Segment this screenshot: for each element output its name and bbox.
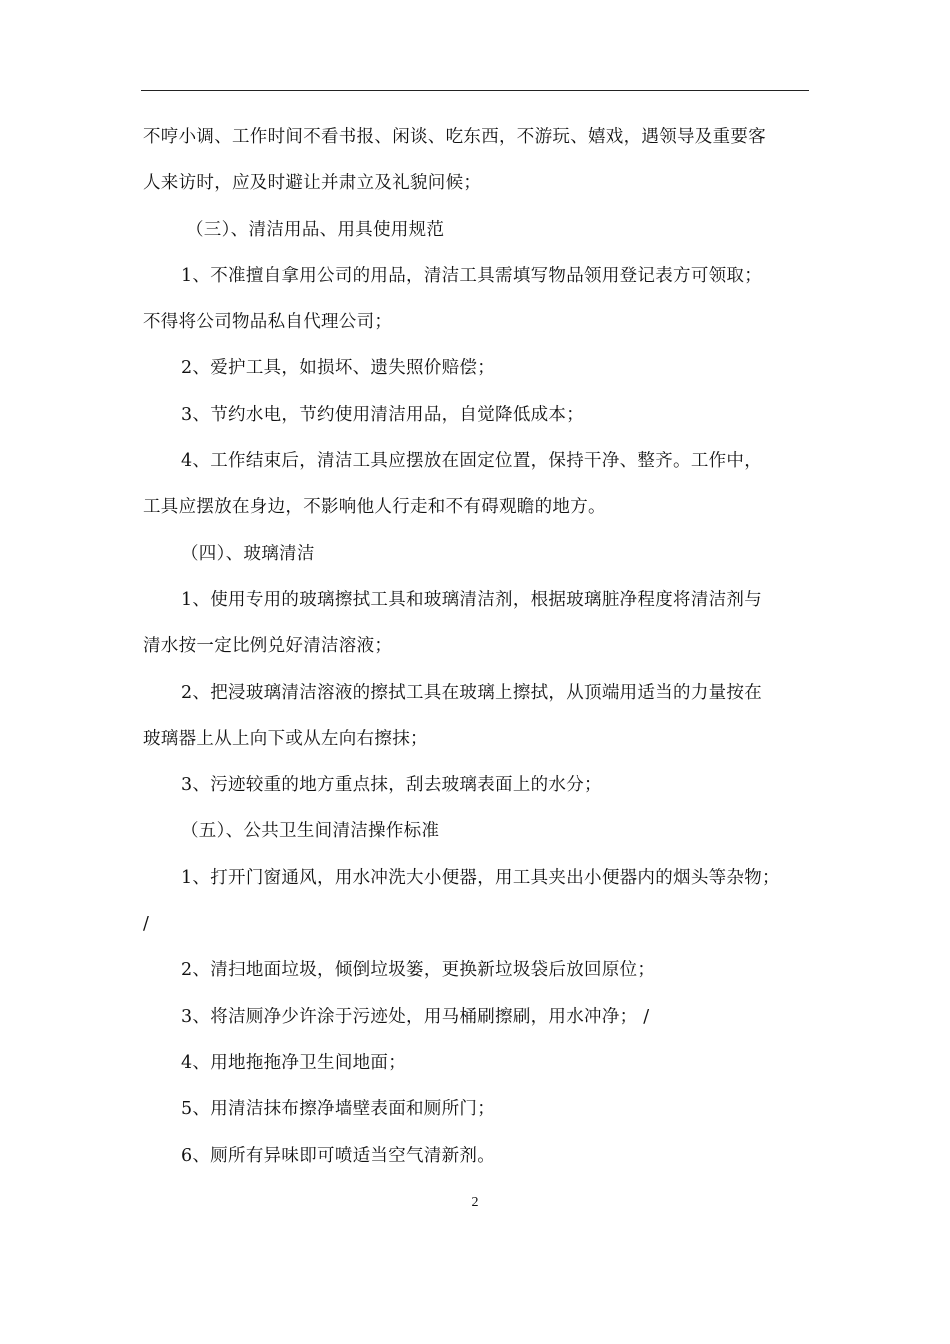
paragraph-line: 玻璃器上从上向下或从左向右擦抹；: [143, 728, 428, 749]
section-heading: （三）、清洁用品、用具使用规范: [186, 219, 445, 240]
list-item: 5、用清洁抹布擦净墙壁表面和厕所门；: [181, 1099, 496, 1120]
list-item: 3、节约水电，节约使用清洁用品，自觉降低成本；: [181, 404, 585, 425]
list-item: 2、清扫地面垃圾，倾倒垃圾篓，更换新垃圾袋后放回原位；: [181, 960, 656, 981]
list-item: 1、不准擅自拿用公司的用品，清洁工具需填写物品领用登记表方可领取；: [181, 265, 763, 286]
list-item: 1、使用专用的玻璃擦拭工具和玻璃清洁剂，根据玻璃脏净程度将清洁剂与: [181, 589, 763, 610]
section-heading: （五）、公共卫生间清洁操作标准: [181, 821, 440, 842]
header-rule: [141, 90, 809, 91]
list-item: 2、爱护工具，如损坏、遗失照价赔偿；: [181, 358, 496, 379]
list-item: 2、把浸玻璃清洁溶液的擦拭工具在玻璃上擦拭，从顶端用适当的力量按在: [181, 682, 763, 703]
list-item: 4、用地拖拖净卫生间地面；: [181, 1052, 407, 1073]
paragraph-line: 工具应摆放在身边，不影响他人行走和不有碍观瞻的地方。: [143, 497, 606, 518]
body-text: [143, 119, 811, 1184]
list-item: 6、厕所有异味即可喷适当空气清新剂。: [181, 1145, 496, 1166]
list-item: 3、污迹较重的地方重点抹，刮去玻璃表面上的水分；: [181, 775, 602, 796]
paragraph-line: 不哼小调、工作时间不看书报、闲谈、吃东西，不游玩、嬉戏，遇领导及重要客: [143, 127, 766, 147]
paragraph-line: 人来访时，应及时避让并肃立及礼貌问候；: [143, 173, 482, 194]
section-heading: （四）、玻璃清洁: [181, 543, 315, 564]
list-item: 3、将洁厕净少许涂于污迹处，用马桶刷擦刷，用水冲净； /: [181, 1006, 650, 1027]
list-item: 4、工作结束后，清洁工具应摆放在固定位置，保持干净、整齐。工作中，: [181, 451, 763, 472]
paragraph-line: 清水按一定比例兑好清洁溶液；: [143, 636, 393, 657]
page-number: 2: [471, 1195, 479, 1210]
paragraph-line: 不得将公司物品私自代理公司；: [143, 312, 393, 333]
paragraph-line: /: [143, 914, 150, 935]
list-item: 1、打开门窗通风，用水冲洗大小便器，用工具夹出小便器内的烟头等杂物；: [181, 867, 780, 888]
